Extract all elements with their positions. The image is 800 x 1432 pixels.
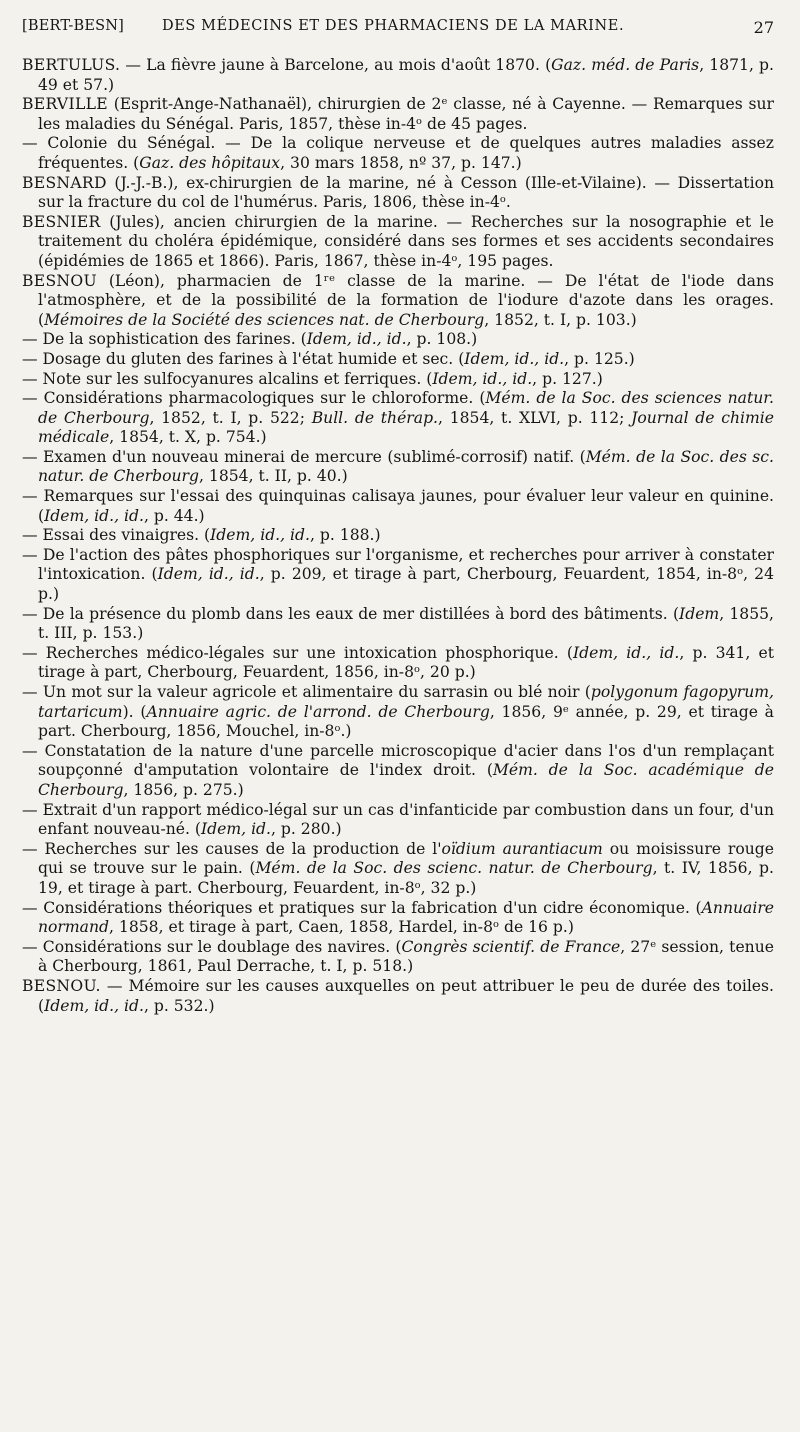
work-entry xyxy=(22,350,774,370)
entry-text: — De la sophistication des farines. ( xyxy=(22,330,307,349)
work-entry xyxy=(22,840,774,899)
work-entry xyxy=(22,605,774,644)
author-entry xyxy=(22,272,774,331)
author-entry xyxy=(22,174,774,213)
author-name: BESNOU. xyxy=(22,976,101,995)
entry-text: — Constatation de la nature d'une parcelle microscopique d'acier dans l'os d'un remplaçant soupçonné d'amputation volontaire de l'index droit. ( xyxy=(22,741,774,780)
entry-text: , 1871, p. 49 et 57.) xyxy=(38,56,774,94)
work-entry xyxy=(22,330,774,350)
citation-source: Mémoires de la Société des sciences nat. de Cherbourg xyxy=(44,310,485,329)
entry-text: , t. IV, 1856, p. 19, et tirage à part. Cherbourg, Feuardent, in-8ᵒ, 32 p.) xyxy=(38,859,774,897)
entry-text: — Considérations théoriques et pratiques sur la fabrication d'un cidre économique. ( xyxy=(22,898,702,917)
entry-text: , 30 mars 1858, nº 37, p. 147.) xyxy=(280,153,522,172)
citation-source: Congrès scientif. de France xyxy=(401,937,621,956)
author-entry xyxy=(22,95,774,134)
entry-text: ou moisissure rouge qui se trouve sur le pain. ( xyxy=(38,839,775,878)
entry-text: (J.-J.-B.), ex-chirurgien de la marine, né à Cesson (Ille-et-Vilaine). — Dissertation sur la fracture du col de l'humérus. Paris, 1806, thèse in-4ᵒ. xyxy=(38,173,774,212)
author-name: BERVILLE xyxy=(22,95,108,114)
citation-source: Annuaire normand xyxy=(38,898,774,937)
entry-text: , p. 280.) xyxy=(271,820,342,839)
citation-source: Idem, id., id. xyxy=(157,565,260,584)
entry-text: ). ( xyxy=(122,702,147,721)
citation-source: Annuaire agric. de l'arrond. de Cherbourg xyxy=(146,702,490,721)
work-entry xyxy=(22,546,774,605)
entry-text: , p. 188.) xyxy=(309,526,381,545)
citation-source: Idem, id., id. xyxy=(306,330,407,349)
author-name: BERTULUS. xyxy=(22,56,121,74)
citation-source: Idem, id., id. xyxy=(464,349,565,368)
citation-source: Gaz. des hôpitaux xyxy=(139,153,281,172)
citation-source: polygonum fagopyrum, tartaricum xyxy=(38,683,774,721)
citation-source: Idem, id., id. xyxy=(573,643,680,662)
entry-text: — Note sur les sulfocyanures alcalins et ferriques. ( xyxy=(22,369,433,388)
work-entry xyxy=(22,487,774,526)
entry-text: , p. 44.) xyxy=(143,506,205,525)
entry-text: , 1856, 9ᵉ année, p. 29, et tirage à part. Cherbourg, 1856, Mouchel, in-8ᵒ.) xyxy=(38,702,774,741)
author-entry xyxy=(22,56,774,95)
entry-text: — Considérations sur le doublage des navires. ( xyxy=(22,937,402,956)
entry-text: (Esprit-Ange-Nathanaël), chirurgien de 2ᵉ classe, né à Cayenne. — Remarques sur les maladies du Sénégal. Paris, 1857, thèse in-4ᵒ de 45 pages. xyxy=(38,95,774,133)
citation-source: Mém. de la Soc. des scienc. natur. de Cherbourg xyxy=(255,859,653,878)
author-name: BESNIER xyxy=(22,212,101,231)
work-entry xyxy=(22,742,774,801)
citation-source: Mém. de la Soc. académique de Cherbourg xyxy=(38,761,774,799)
entry-text: , 1852, t. I, p. 103.) xyxy=(484,310,637,329)
citation-source: Journal de chimie médicale xyxy=(38,408,774,447)
entry-text: , 27ᵉ session, tenue à Cherbourg, 1861, Paul Derrache, t. I, p. 518.) xyxy=(38,937,774,976)
work-entry xyxy=(22,683,774,742)
author-entry xyxy=(22,213,774,272)
citation-source: Idem xyxy=(679,604,720,623)
work-entry xyxy=(22,389,774,448)
citation-source: Idem, id., id. xyxy=(432,369,533,388)
entry-text: — De la présence du plomb dans les eaux de mer distillées à bord des bâtiments. ( xyxy=(22,604,680,623)
entry-text: , 1855, t. III, p. 153.) xyxy=(38,604,774,643)
entry-text: , p. 341, et tirage à part, Cherbourg, Feuardent, 1856, in-8ᵒ, 20 p.) xyxy=(38,643,774,682)
entry-text: , 1854, t. XLVI, p. 112; xyxy=(438,408,632,427)
work-entry xyxy=(22,644,774,683)
work-entry xyxy=(22,899,774,938)
bibliography-entries xyxy=(22,56,774,1016)
entry-text: — Examen d'un nouveau minerai de mercure (sublimé-corrosif) natif. ( xyxy=(22,447,586,466)
entry-text: , p. 125.) xyxy=(564,349,635,368)
entry-text: , p. 108.) xyxy=(406,330,478,349)
entry-text: — Considérations pharmacologiques sur le chloroforme. ( xyxy=(22,389,486,408)
entry-text: (Léon), pharmacien de 1ʳᵉ classe de la marine. — De l'état de l'iode dans l'atmosphère, et de la possibilité de la formation de l'iodure d'azote dans les orages. ( xyxy=(38,271,774,329)
work-entry xyxy=(22,801,774,840)
entry-text: — Recherches sur les causes de la production de l' xyxy=(22,839,442,858)
entry-text: — La fièvre jaune à Barcelone, au mois d'août 1870. ( xyxy=(120,56,552,74)
entry-text: — Dosage du gluten des farines à l'état humide et sec. ( xyxy=(22,349,465,368)
entry-text: — Mémoire sur les causes auxquelles on peut attribuer le peu de durée des toiles. ( xyxy=(38,976,774,1015)
work-entry xyxy=(22,938,774,977)
entry-text: — Extrait d'un rapport médico-légal sur un cas d'infanticide par combustion dans un four, d'un enfant nouveau-né. ( xyxy=(22,800,774,839)
author-name: BESNARD xyxy=(22,173,107,192)
work-entry xyxy=(22,370,774,390)
entry-text: (Jules), ancien chirurgien de la marine. — Recherches sur la nosographie et le traitement du choléra épidémique, considéré dans ses formes et ses accidents secondaires (épidémies de 1865 et 1866). Paris, 1867, thèse in-4ᵒ, 195 pages. xyxy=(38,212,774,270)
running-head-title: DES MÉDECINS ET DES PHARMACIENS DE LA MARINE. xyxy=(162,18,625,34)
work-entry xyxy=(22,448,774,487)
author-name: BESNOU xyxy=(22,271,97,290)
citation-source: Idem, id., id. xyxy=(210,526,310,545)
entry-text: , p. 209, et tirage à part, Cherbourg, Feuardent, 1854, in-8ᵒ, 24 p.) xyxy=(38,565,775,604)
entry-text: — Un mot sur la valeur agricole et alimentaire du sarrasin ou blé noir ( xyxy=(22,683,591,701)
entry-text: — Recherches médico-légales sur une intoxication phosphorique. ( xyxy=(22,643,573,662)
work-entry xyxy=(22,526,774,546)
entry-text: , 1852, t. I, p. 522; xyxy=(149,408,312,427)
entry-text: , p. 532.) xyxy=(143,996,215,1015)
author-entry xyxy=(22,977,774,1016)
citation-source: Mém. de la Soc. des sc. natur. de Cherbourg xyxy=(38,447,774,486)
citation-source: Bull. de thérap. xyxy=(311,408,439,427)
entry-text: , 1854, t. II, p. 40.) xyxy=(198,467,348,486)
entry-text: — Colonie du Sénégal. — De la colique nerveuse et de quelques autres maladies assez fréquentes. ( xyxy=(22,134,774,172)
citation-source: Idem, id., id. xyxy=(44,506,144,525)
page-number: 27 xyxy=(753,18,774,37)
citation-source: Idem, id. xyxy=(201,820,271,839)
citation-source: Gaz. méd. de Paris xyxy=(551,56,700,74)
citation-source: Idem, id., id. xyxy=(44,996,144,1015)
entry-text: , 1854, t. X, p. 754.) xyxy=(109,428,267,447)
citation-source: Mém. de la Soc. des sciences natur. de Cherbourg xyxy=(38,389,774,427)
entry-text: — Remarques sur l'essai des quinquinas calisaya jaunes, pour évaluer leur valeur en quinine. ( xyxy=(22,487,774,525)
entry-text: , 1856, p. 275.) xyxy=(123,780,244,799)
entry-text: — Essai des vinaigres. ( xyxy=(22,526,211,545)
entry-text: , 1858, et tirage à part, Caen, 1858, Hardel, in-8ᵒ de 16 p.) xyxy=(109,918,574,937)
entry-text: — De l'action des pâtes phosphoriques sur l'organisme, et recherches pour arriver à constater l'intoxication. ( xyxy=(22,545,774,584)
work-entry xyxy=(22,134,774,173)
entry-text: , p. 127.) xyxy=(532,369,603,388)
running-head-range: [BERT-BESN] xyxy=(22,18,124,34)
page-header xyxy=(22,18,774,42)
citation-source: oïdium aurantiacum xyxy=(441,839,603,858)
